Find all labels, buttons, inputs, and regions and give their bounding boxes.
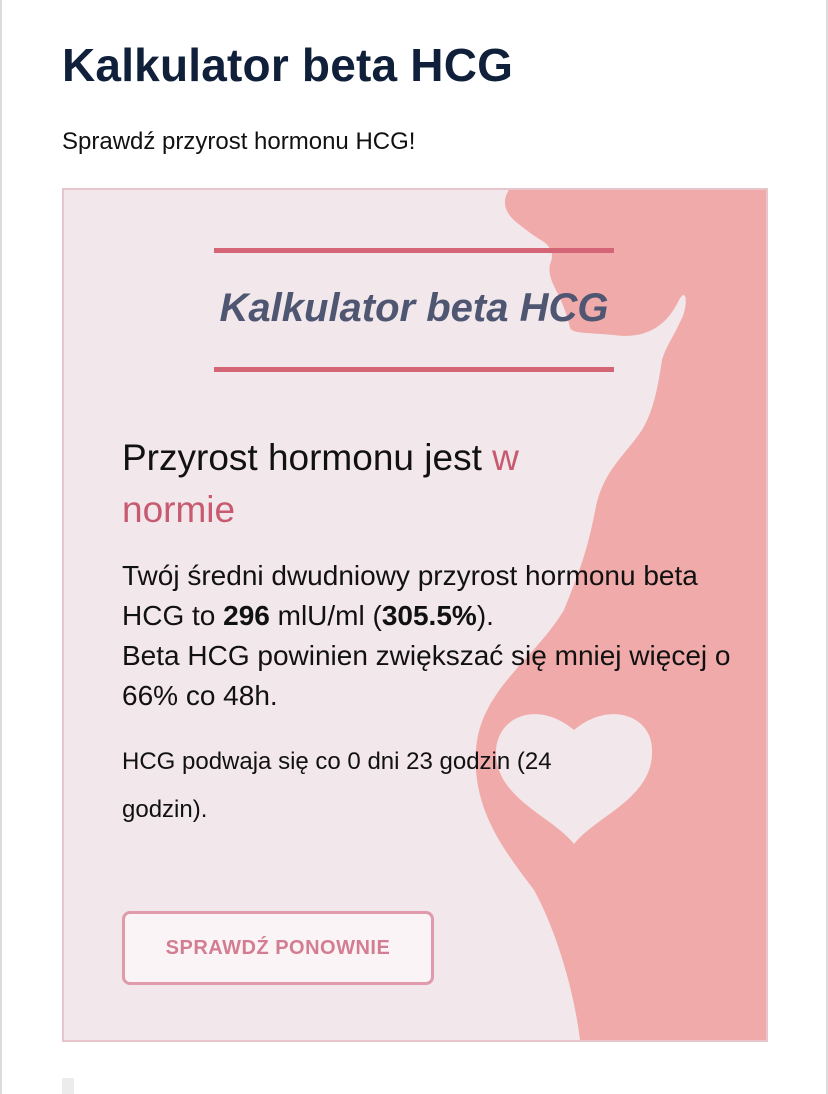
avg-increase-unit: mlU/ml ( — [269, 600, 382, 631]
result-summary — [122, 556, 742, 716]
next-section-edge — [62, 1078, 74, 1094]
page-subtitle: Sprawdź przyrost hormonu HCG! — [62, 128, 416, 155]
result-status: w normie — [122, 437, 519, 530]
result-heading — [122, 432, 602, 536]
avg-text-suffix: ). — [476, 600, 494, 631]
check-again-button[interactable]: SPRAWDŹ PONOWNIE — [122, 911, 434, 985]
page-frame-left — [0, 0, 2, 1094]
result-heading-prefix: Przyrost hormonu jest — [122, 437, 493, 478]
avg-increase-percent: 305.5% — [381, 600, 477, 631]
page-title: Kalkulator beta HCG — [62, 39, 514, 91]
decorative-line-top — [214, 248, 614, 253]
expected-increase-text: Beta HCG powinien zwiększać się mniej więcej o 66% co 48h. — [122, 640, 731, 711]
doubling-time-text: HCG podwaja się co 0 dni 23 godzin (24 godzin). — [122, 748, 552, 823]
card-title: Kalkulator beta HCG — [219, 286, 609, 330]
decorative-line-bottom — [214, 367, 614, 372]
calculator-result-card — [62, 188, 768, 1042]
avg-increase-value: 296 — [223, 600, 270, 631]
avg-text-prefix: Twój średni dwudniowy przyrost hormonu beta HCG to — [122, 560, 698, 631]
